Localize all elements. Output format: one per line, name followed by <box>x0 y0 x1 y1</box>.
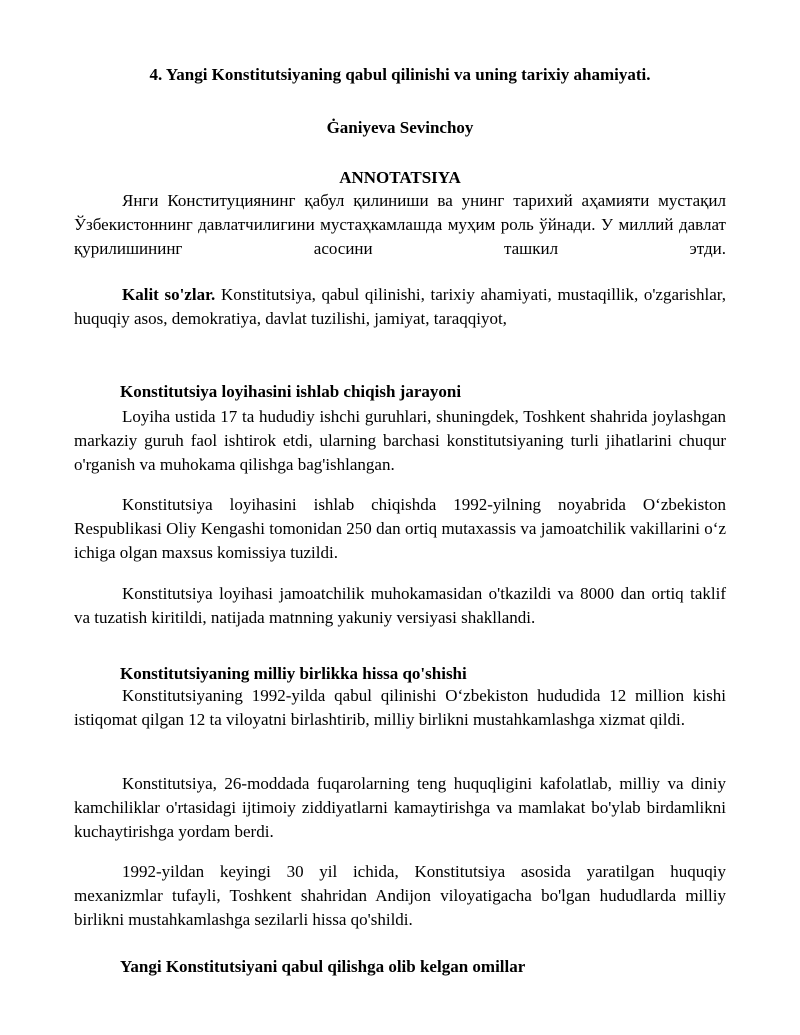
keywords-text: Konstitutsiya, qabul qilinishi, tarixiy ahamiyati, mustaqillik, o'zgarishlar, huquqiy asos, demokratiya, davlat tuzilishi, jamiyat, taraqqiyot, <box>74 285 726 328</box>
keywords-paragraph <box>74 283 726 331</box>
annotation-text: Янги Конституциянинг қабул қилиниши ва унинг тарихий аҳамияти мустақил Ўзбекистоннинг давлатчилигини мустаҳкамлашда муҳим роль ўйнади. У миллий давлат қурилишининг асосини ташкил этди. <box>74 191 726 258</box>
paragraph-unity-2: Konstitutsiya, 26-moddada fuqarolarning teng huquqligini kafolatlab, milliy va diniy kamchiliklar o'rtasidagi ijtimoiy ziddiyatlarni kamaytirishga va mamlakat bo'ylab birdamlikni kuchaytirishga yordam berdi. <box>74 774 726 841</box>
section-heading-drafting: Konstitutsiya loyihasini ishlab chiqish jarayoni <box>120 382 462 401</box>
author-name: Ġaniyeva Sevinchoy <box>326 118 474 137</box>
paragraph-unity-3: 1992-yildan keyingi 30 yil ichida, Konstitutsiya asosida yaratilgan huquqiy mexanizmlar tufayli, Toshkent shahridan Andijon viloyatigacha bo'lgan hududlarda milliy birlikni mustahkamlashga sezilarli hissa qo'shildi. <box>74 862 726 929</box>
section-heading-unity: Konstitutsiyaning milliy birlikka hissa qo'shishi <box>120 664 467 683</box>
paragraph-drafting-1: Loyiha ustida 17 ta hududiy ishchi guruhlari, shuningdek, Toshkent shahrida joylashgan markaziy guruh faol ishtirok etdi, ularning barchasi konstitutsiyaning turli jihatlarini chuqur o'rganish va muhokama qilishga bag'ishlangan. <box>74 407 726 474</box>
keywords-label: Kalit so'zlar. <box>122 285 216 304</box>
document-title: 4. Yangi Konstitutsiyaning qabul qilinishi va uning tarixiy ahamiyati. <box>149 65 651 84</box>
section-heading-factors: Yangi Konstitutsiyani qabul qilishga olib kelgan omillar <box>120 957 526 976</box>
annotation-heading: ANNOTATSIYA <box>339 168 461 187</box>
paragraph-unity-1: Konstitutsiyaning 1992-yilda qabul qilinishi Oʻzbekiston hududida 12 million kishi istiqomat qilgan 12 ta viloyatni birlashtirib, milliy birlikni mustahkamlashga xizmat qildi. <box>74 686 726 729</box>
paragraph-drafting-2: Konstitutsiya loyihasini ishlab chiqishda 1992-yilning noyabrida Oʻzbekiston Respublikasi Oliy Kengashi tomonidan 250 dan ortiq mutaxassis va jamoatchilik vakillarini oʻz ichiga olgan maxsus komissiya tuzildi. <box>74 495 726 562</box>
paragraph-drafting-3: Konstitutsiya loyihasi jamoatchilik muhokamasidan o'tkazildi va 8000 dan ortiq taklif va tuzatish kiritildi, natijada matnning yakuniy versiyasi shakllandi. <box>74 584 726 627</box>
